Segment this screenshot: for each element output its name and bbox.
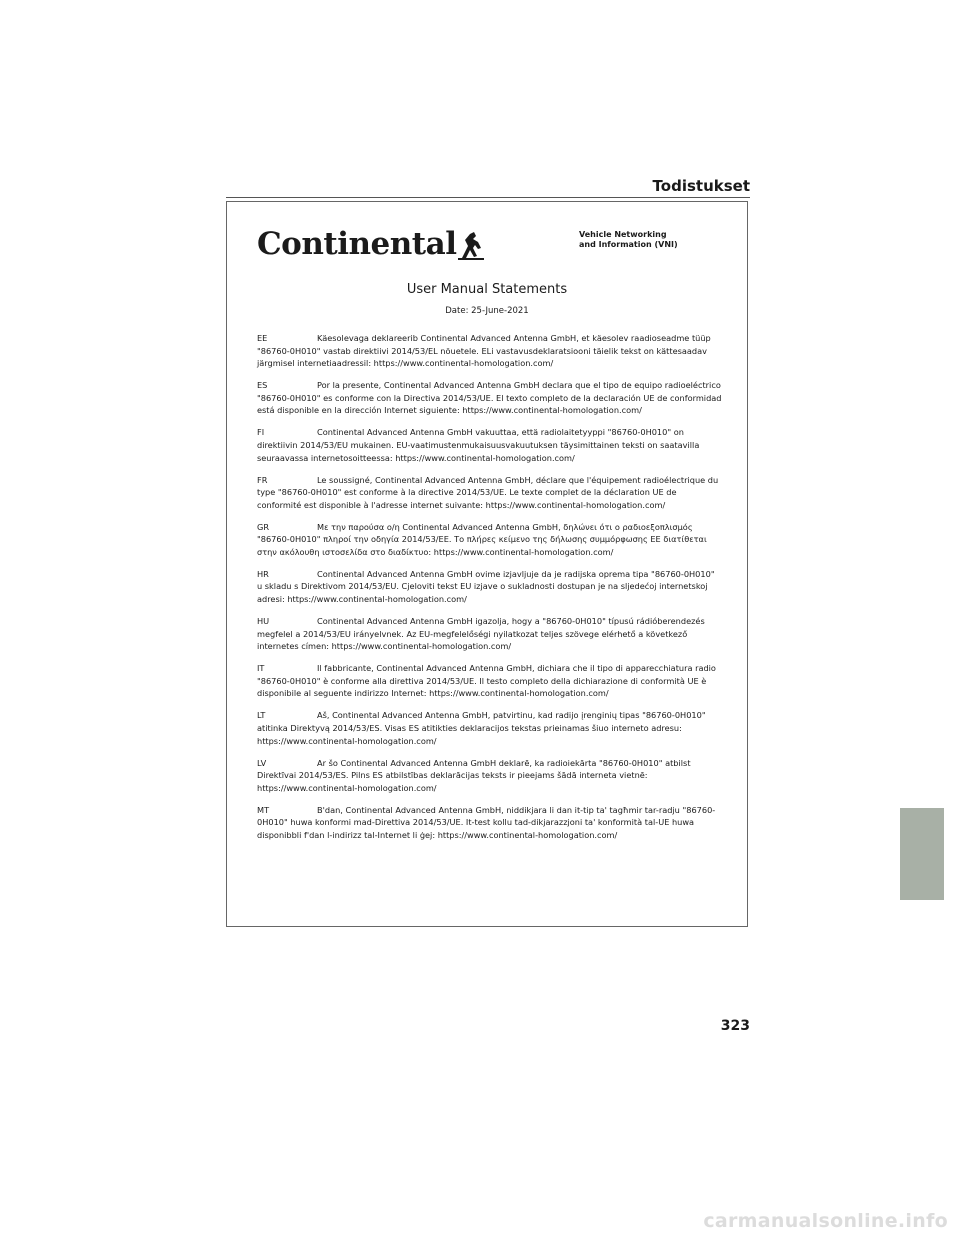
watermark: carmanualsonline.info bbox=[703, 1210, 948, 1232]
statement-text: Le soussigné, Continental Advanced Antenna GmbH, déclare que l'équipement radioélectrique du type "86760-0H010" est conforme à la directive 2014/53/UE. Le texte complet de la déclaration UE de conformité est disponible à l'adresse internet suivante: https://www.continental-homologation.com/ bbox=[257, 474, 719, 510]
page-number: 323 bbox=[720, 1018, 750, 1034]
document-date: Date: 25-June-2021 bbox=[445, 306, 529, 316]
statement-text: Ar šo Continental Advanced Antenna GmbH deklarē, ka radioiekārta "86760-0H010" atbilst Direktīvai 2014/53/ES. Pilns ES atbilstības deklarācijas teksts ir pieejams šādā interneta vietnē: https://www.continental-homologation.com/ bbox=[257, 757, 691, 793]
country-code: HU bbox=[257, 616, 270, 627]
division-label: Vehicle Networking and Information (VNI) bbox=[579, 230, 678, 249]
statement-es bbox=[257, 379, 722, 417]
country-code: EE bbox=[257, 333, 268, 343]
header-divider bbox=[226, 197, 750, 198]
statement-text: Continental Advanced Antenna GmbH ovime izjavljuje da je radijska oprema tipa "86760-0H010" u skladu s Direktivom 2014/53/EU. Cjeloviti tekst EU izjave o sukladnosti dostupan je na sljedećoj internetskoj adresi: https://www.continental-homologation.com/ bbox=[257, 568, 715, 605]
country-code: FR bbox=[257, 474, 268, 485]
statement-it bbox=[257, 662, 722, 700]
statement-fi bbox=[257, 426, 722, 464]
country-code: HR bbox=[257, 568, 269, 579]
country-code: ES bbox=[257, 380, 268, 391]
statement-text: B'dan, Continental Advanced Antenna GmbH, niddikjara li dan it-tip ta' tagħmir tar-radju "86760-0H010" huwa konformi mad-Direttiva 2014/53/UE. It-test kollu tad-dikjarazzjoni ta' konformità tal-UE huwa disponibbli f'dan l-indirizz tal-Internet li ġej: https://www.continental-homologation.com/ bbox=[257, 804, 716, 840]
declaration-document bbox=[226, 201, 748, 927]
statement-text: Por la presente, Continental Advanced Antenna GmbH declara que el tipo de equipo radioeléctrico "86760-0H010" es conforme con la Directiva 2014/53/UE. El texto completo de la declaración UE de conformidad está disponible en la dirección Internet siguiente: https://www.continental-homologation.com/ bbox=[257, 380, 722, 416]
statement-hu bbox=[257, 615, 722, 653]
statement-text: Aš, Continental Advanced Antenna GmbH, patvirtinu, kad radijo įrenginių tipas "86760-0H010" atitinka Direktyvą 2014/53/ES. Visas ES atitikties deklaracijos tekstas prieinamas šiuo interneto adresu: https://www.continental-homologation.com/ bbox=[257, 710, 706, 746]
statement-text: Käesolevaga deklareerib Continental Advanced Antenna GmbH, et käesolev raadioseadme tüüp "86760-0H010" vastab direktiivi 2014/53/EL nõuetele. ELi vastavusdeklaratsiooni täielik tekst on kättesaadav järgmisel internetiaadressil: https://www.continental-homologation.com/ bbox=[257, 333, 711, 369]
country-code: LV bbox=[257, 757, 267, 768]
country-code: MT bbox=[257, 804, 270, 815]
statement-text: Il fabbricante, Continental Advanced Antenna GmbH, dichiara che il tipo di apparecchiatura radio "86760-0H010" è conforme alla direttiva 2014/53/UE. Il testo completo della dichiarazione di conformità UE è disponibile al seguente indirizzo Internet: https://www.continental-homologation.com/ bbox=[257, 663, 716, 699]
country-code: IT bbox=[257, 663, 265, 674]
statement-fr bbox=[257, 474, 722, 512]
statement-lt bbox=[257, 709, 722, 747]
statement-ee bbox=[257, 332, 722, 370]
continental-logo bbox=[257, 224, 484, 260]
statement-text: Continental Advanced Antenna GmbH igazolja, hogy a "86760-0H010" típusú rádióberendezés megfelel a 2014/53/EU irányelvnek. Az EU-megfelelőségi nyilatkozat teljes szövege elérhető a következő internetes címen: https://www.continental-homologation.com/ bbox=[257, 616, 705, 652]
statement-list bbox=[257, 332, 722, 851]
statement-gr bbox=[257, 521, 722, 559]
logo-wordmark: Continental bbox=[257, 226, 457, 262]
country-code: FI bbox=[257, 427, 265, 438]
country-code: GR bbox=[257, 521, 270, 532]
horse-icon bbox=[458, 230, 484, 260]
statement-mt bbox=[257, 804, 722, 842]
section-title: Todistukset bbox=[652, 177, 750, 195]
country-code: LT bbox=[257, 710, 266, 721]
document-title: User Manual Statements bbox=[406, 282, 568, 297]
statement-hr bbox=[257, 568, 722, 606]
chapter-tab bbox=[900, 808, 944, 900]
statement-lv bbox=[257, 757, 722, 795]
statement-text: Continental Advanced Antenna GmbH vakuuttaa, että radiolaitetyyppi "86760-0H010" on direktiivin 2014/53/EU mukainen. EU-vaatimustenmukaisuusvakuutuksen täysimittainen teksti on saatavilla seuraavassa internetosoitteessa: https://www.continental-homologation.com/ bbox=[257, 427, 700, 463]
statement-text: Με την παρούσα ο/η Continental Advanced Antenna GmbH, δηλώνει ότι ο ραδιοεξοπλισμός "86760-0H010" πληροί την οδηγία 2014/53/ΕΕ. Το πλήρες κείμενο της δήλωσης συμμόρφωσης ΕΕ διατίθεται στην ακόλουθη ιστοσελίδα στο διαδίκτυο: https://www.continental-homologation.com/ bbox=[257, 521, 707, 557]
